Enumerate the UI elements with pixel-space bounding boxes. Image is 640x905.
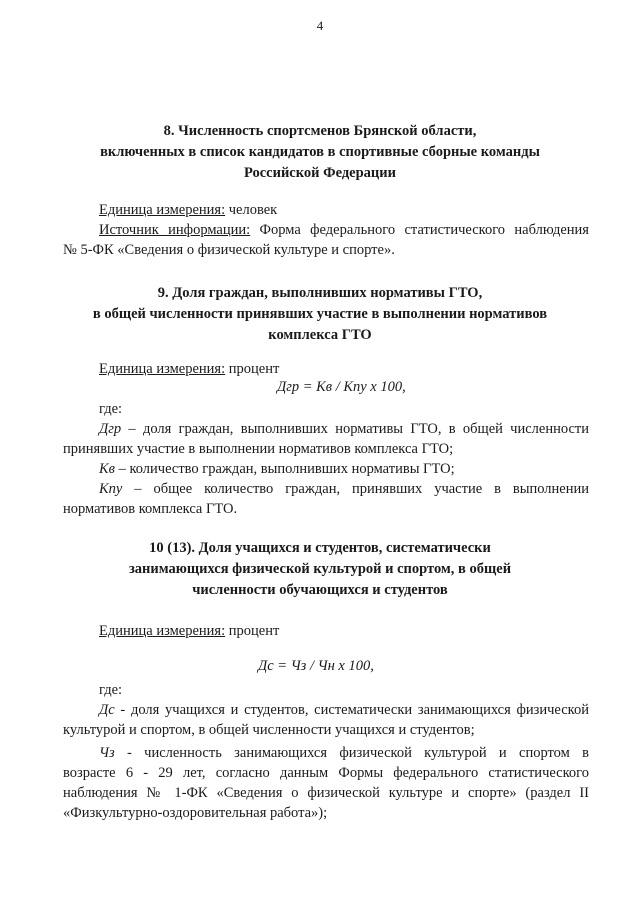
unit-value: человек — [225, 202, 278, 218]
formula-term: Дгр — [99, 421, 122, 437]
section-8-title-line: Российской Федерации — [243, 165, 396, 181]
section-9-definition-3-cont: нормативов комплекса ГТО. — [63, 501, 238, 517]
section-10-definition-2-cont: возрасте 6 - 29 лет, согласно данным Формы федерального статистического — [63, 765, 589, 781]
unit-label: Единица измерения: — [99, 623, 226, 639]
section-8-source-line-1 — [99, 220, 589, 240]
section-10-definition-2-cont: наблюдения № 1-ФК «Сведения о физической культуре и спорте» (раздел II — [63, 785, 589, 801]
formula-term: Кпу — [99, 481, 123, 497]
source-text: Форма федерального статистического наблюдения — [250, 222, 589, 238]
section-10-definition-1 — [99, 700, 589, 720]
section-9-definition-2 — [99, 459, 455, 479]
section-9-heading — [40, 283, 600, 346]
section-9-formula: Дгр = Кв / Кпу х 100, — [277, 379, 406, 395]
section-9-title-line: в общей численности принявших участие в выполнении нормативов — [92, 306, 548, 322]
section-9-definition-3 — [99, 479, 589, 499]
section-10-title-line: 10 (13). Доля учащихся и студентов, систематически — [149, 540, 491, 556]
definition-text: - доля учащихся и студентов, систематически занимающихся физической — [114, 702, 589, 718]
section-9-unit — [99, 359, 279, 379]
section-8-title-line: включенных в список кандидатов в спортивные сборные команды — [100, 144, 540, 160]
definition-text: – количество граждан, выполнивших нормативы ГТО; — [114, 461, 455, 477]
definition-text: – доля граждан, выполнивших нормативы ГТО, в общей численности — [121, 421, 589, 437]
unit-value: процент — [225, 623, 280, 639]
section-10-title-line: занимающихся физической культурой и спортом, в общей — [128, 561, 512, 577]
section-9-where: где: — [99, 401, 123, 417]
definition-text: - численность занимающихся физической культурой и спортом в — [114, 745, 589, 761]
definition-text: – общее количество граждан, принявших участие в выполнении — [122, 481, 589, 497]
section-8-unit — [99, 200, 277, 220]
section-9-title-line: 9. Доля граждан, выполнивших нормативы ГТО, — [157, 285, 483, 301]
unit-label: Единица измерения: — [99, 202, 226, 218]
source-label: Источник информации: — [99, 222, 251, 238]
unit-value: процент — [225, 361, 280, 377]
section-10-unit — [99, 621, 279, 641]
section-10-formula: Дс = Чз / Чн х 100, — [258, 658, 374, 674]
section-8-title-line: 8. Численность спортсменов Брянской области, — [163, 123, 477, 139]
section-9-definition-1-cont: принявших участие в выполнении нормативов комплекса ГТО; — [63, 441, 454, 457]
section-9-definition-1 — [99, 419, 589, 439]
unit-label: Единица измерения: — [99, 361, 226, 377]
section-10-where: где: — [99, 682, 123, 698]
section-8-source-line-2: № 5-ФК «Сведения о физической культуре и спорте». — [63, 242, 395, 258]
section-8-heading — [40, 121, 600, 184]
section-10-definition-1-cont: культурой и спортом, в общей численности учащихся и студентов; — [63, 722, 475, 738]
formula-term: Дс — [99, 702, 115, 718]
section-10-definition-2 — [99, 743, 589, 763]
section-10-heading — [40, 538, 600, 601]
formula-term: Кв — [99, 461, 115, 477]
section-9-title-line: комплекса ГТО — [268, 327, 372, 343]
section-10-title-line: численности обучающихся и студентов — [192, 582, 448, 598]
page-number: 4 — [316, 18, 324, 33]
section-10-definition-2-cont: «Физкультурно-оздоровительная работа»); — [63, 805, 328, 821]
formula-term: Чз — [99, 745, 115, 761]
